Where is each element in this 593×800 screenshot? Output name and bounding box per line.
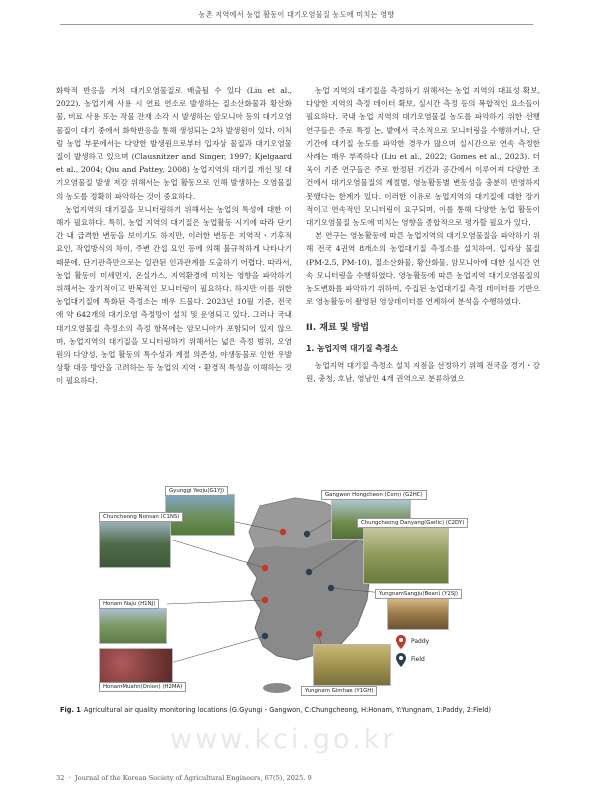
subsection-title: 1. 농업지역 대기질 측정소 (306, 343, 398, 353)
photo-h1nj (99, 608, 167, 644)
photo-y2sj (387, 598, 449, 630)
jeju-island-shape (263, 683, 291, 693)
label-g2hc: Gangwon Hongcheon (Corn) (G2HC) (321, 490, 427, 500)
marker-c2dy (306, 569, 312, 575)
right-column (306, 84, 540, 385)
right-paragraph-2: 본 연구는 영농활동에 따른 농업지역의 대기오염물질을 파악하기 위해 전국 4권역 8개소의 농업대기질 측정소를 설치하여, 입자상 물질 (PM-2.5, PM-10), 질소산화물, 황산화물, 암모니아에 대한 실시간 연속 모니터링을 수행하였다. 영농활동에 따른 농업지역 대기오염물질의 농도변화를 파악하기 위하여, 수집된 농업대기질 측정 데이터를 기반으로 영농활동이 촬영된 영상데이터를 연계하여 분석을 수행하였다. (306, 231, 540, 307)
label-h2ma: HonamMuahn(Onion) (H2MA) (99, 682, 186, 692)
caption-label: Fig. 1 (60, 706, 81, 714)
photo-y1gh (313, 644, 391, 686)
marker-h2ma (262, 633, 268, 639)
watermark: www.kci.go.kr (170, 724, 397, 755)
left-paragraph-2: 농업지역의 대기질을 모니터링하기 위해서는 농업의 특성에 대한 이해가 필요하다. 특히, 농업 지역의 대기질은 농업활동 시기에 따라 단기간 내 급격한 변동을 보이기도 하지만, 이러한 변동은 지역적・기후적 요인, 작업방식의 차이, 주변 간섭 요인 등에 의해 불규칙하게 나타나기 때문에, 단기관측만으로는 일관된 인과관계를 도출하기 어렵다. 따라서, 농업 활동이 미세먼지, 온실가스, 지역환경에 미치는 영향을 파악하기 위해서는 장기적이고 반복적인 모니터링이 필요하다. 하지만 이를 위한 농업대기질에 특화된 측정소는 매우 드물다. 2023년 10월 기준, 전국에 약 642개의 대기오염 측정망이 설치 및 운영되고 있다. 그러나 국내 대기오염물질 측정소의 측정 항목에는 암모니아가 포함되어 있지 않으며, 농업지역의 대기질을 모니터링하기 위해서는 넓은 측정 범위, 오염원의 다양성, 농업 활동의 특수성과 계절 의존성, 야생동물로 인한 우발 상황 대응 방안을 고려하는 등 농업의 지역・환경적 특성을 이해하는 것이 필요하다. (56, 204, 292, 386)
page-footer: 32 ㆍ Journal of the Korean Society of Agricultural Engineers, 67(5), 2025. 9 (56, 774, 312, 782)
running-title: 농촌 지역에서 농업 활동이 대기오염물질 농도에 미치는 영향 (198, 10, 395, 19)
left-column (56, 84, 292, 388)
right-paragraph-1: 농업 지역의 대기질을 측정하기 위해서는 농업 지역의 대표성 확보, 다양한 지역의 측정 데이터 확보, 실시간 측정 등의 복합적인 요소들이 필요하다. 국내 농업 지역의 대기오염물질 농도를 파악하기 위한 선행 연구들은 주로 특정 논, 밭에서 국소적으로 모니터링을 수행하거나, 단기간에 대기질 농도를 파악한 경우가 많으며 실시간으로 연속 측정한 사례는 매우 부족하다 (Liu et al., 2022; Gomes et al., 2023). 더욱이 기존 연구들은 주로 한정된 기간과 공간에서 이루어져 다양한 조건에서 대기오염물질의 계절별, 영농활동별 변동성을 충분히 반영하지 못했다는 한계가 있다. 이러한 이유로 농업지역의 대기질에 대한 장기적이고 연속적인 모니터링이 요구되며, 이를 통해 다양한 농업 활동이 대기오염물질 농도에 미치는 영향을 종합적으로 평가할 필요가 있다. (306, 86, 540, 228)
photo-c1ns (99, 520, 171, 568)
field-pin-icon (395, 652, 407, 668)
label-c2dy: Chungcheong Danyang(Garlic) (C2DY) (357, 518, 468, 528)
right-paragraph-3: 농업지역 대기질 측정소 설치 지점을 선정하기 위해 전국을 경기・강원, 충청, 호남, 영남인 4개 권역으로 분류하였으 (306, 360, 540, 384)
label-y2sj: YungnamSangju(Bean) (Y2SJ) (375, 589, 462, 599)
marker-g2hc (304, 531, 310, 537)
marker-y2sj (328, 585, 334, 591)
photo-h2ma (99, 648, 173, 684)
label-g1yj: Gyunggi Yeoju(G1YJ) (165, 486, 228, 496)
caption-text: Agricultural air quality monitoring locations (G:Gyungi・Gangwon, C:Chungcheong, H:Honam, Y:Yungnam, 1:Paddy, 2:Field) (83, 706, 491, 714)
figure-caption (60, 704, 540, 714)
marker-y1gh (316, 631, 322, 637)
header-divider (60, 24, 533, 25)
legend-field-label: Field (411, 656, 425, 663)
page-header (0, 0, 593, 30)
legend-paddy-label: Paddy (411, 638, 430, 645)
paddy-pin-icon (395, 634, 407, 650)
left-paragraph-1: 화학적 반응을 거쳐 대기오염물질로 배출될 수 있다 (Liu et al., 2022). 농업기계 사용 시 연료 연소로 발생하는 질소산화물과 황산화물, 비료 사용 또는 작물 잔재 소각 시 발생하는 암모니아 등의 대기오염물질이 대기 중에서 화학반응을 통해 생성되는 2차 발생원이 있다. 이처럼 농업 부문에서는 다양한 발생원으로부터 입자상 물질과 대기오염물질이 발생하고 있으며 (Clausnitzer and Singer, 1997; Kjelgaard et al., 2004; Qiu and Pattey, 2008) 농업지역의 대기질 개선 및 대기오염물질 발생 저감 위해서는 농업 활동으로 인해 발생하는 오염물질의 농도를 정확히 파악하는 것이 중요하다. (56, 86, 292, 201)
label-y1gh: Yungnam Gimhae (Y1GH) (301, 686, 377, 696)
photo-c2dy (363, 526, 449, 584)
label-c1ns: Chuncheong Nonsan (C1NS) (99, 512, 183, 522)
figure-map (95, 476, 495, 698)
marker-g1yj (280, 529, 286, 535)
marker-h1nj (262, 597, 268, 603)
section-title: II. 재료 및 방법 (306, 323, 369, 334)
marker-c1ns (262, 565, 268, 571)
label-h1nj: Honam Naju (H1NJ) (99, 599, 159, 609)
